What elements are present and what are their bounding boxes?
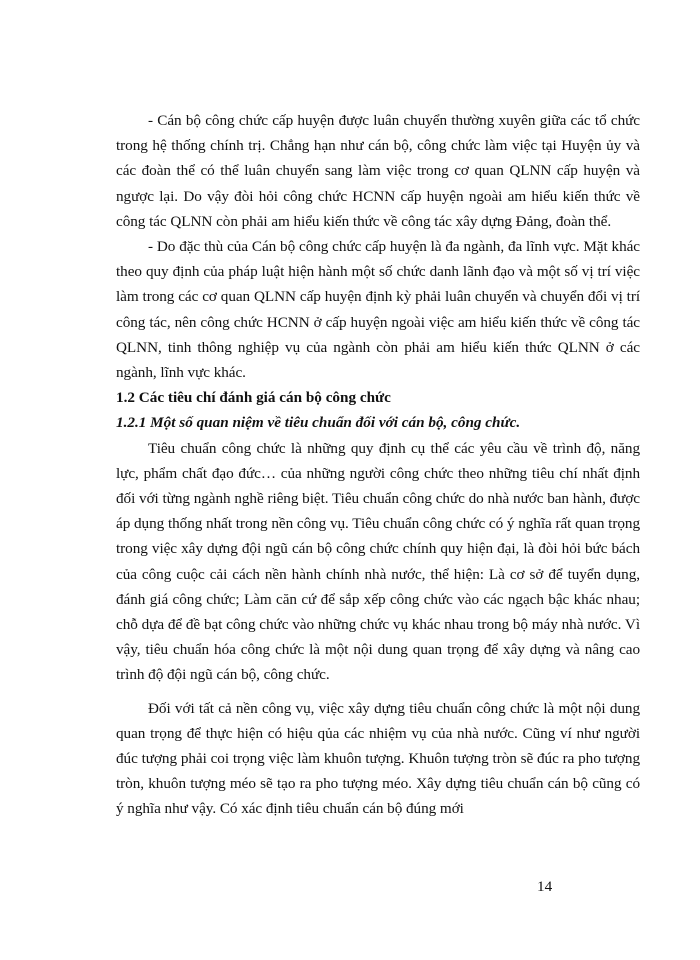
paragraph-public-service-standards: Đối với tất cả nền công vụ, việc xây dựng tiêu chuẩn công chức là một nội dung quan trọng để thực hiện có hiệu qủa các nhiệm vụ của nhà nước. Cũng ví như người đúc tượng phải coi trọng việc làm khuôn tượng. Khuôn tượng tròn sẽ đúc ra pho tượng tròn, khuôn tượng méo sẽ tạo ra pho tượng méo. Xây dựng tiêu chuẩn cán bộ cũng có ý nghĩa như vậy. Có xác định tiêu chuẩn cán bộ đúng mới xyxy=(116,699,640,818)
subsection-heading: 1.2.1 Một số quan niệm về tiêu chuẩn đối với cán bộ, công chức. xyxy=(116,414,521,432)
paragraph-civil-servant-standards: Tiêu chuẩn công chức là những quy định cụ thể các yêu cầu về trình độ, năng lực, phẩm chất đạo đức… của những người công chức theo những tiêu chí nhất định đối với từng ngành nghề riêng biệt. Tiêu chuẩn công chức do nhà nước ban hành, được áp dụng thống nhất trong nền công vụ. Tiêu chuẩn công chức có ý nghĩa rất quan trọng trong việc xây dựng đội ngũ cán bộ công chức chính quy hiện đại, là đòi hỏi bức bách của công cuộc cải cách nền hành chính nhà nước, thể hiện: Là cơ sở để tuyển dụng, đánh giá công chức; Làm căn cứ để sắp xếp công chức vào các ngạch bậc khác nhau; chỗ dựa để đề bạt công chức vào những chức vụ khác nhau trong bộ máy nhà nước. Vì vậy, tiêu chuẩn hóa công chức là một nội dung quan trọng để xây dựng và nâng cao trình độ đội ngũ cán bộ, công chức. xyxy=(116,439,640,684)
page-number: 14 xyxy=(537,878,553,895)
paragraph-rotation-political-system: - Cán bộ công chức cấp huyện được luân chuyển thường xuyên giữa các tổ chức trong hệ thống chính trị. Chẳng hạn như cán bộ, công chức làm việc tại Huyện ủy và các đoàn thể có thể luân chuyển sang làm việc trong cơ quan QLNN cấp huyện và ngược lại. Do vậy đòi hỏi công chức HCNN cấp huyện ngoài am hiểu kiến thức về công tác QLNN còn phải am hiểu kiến thức về công tác xây dựng Đảng, đoàn thể. xyxy=(116,112,640,230)
paragraph-multi-sector-specifics: - Do đặc thù của Cán bộ công chức cấp huyện là đa ngành, đa lĩnh vực. Mặt khác theo quy định của pháp luật hiện hành một số chức danh lãnh đạo và một số vị trí việc làm trong các cơ quan QLNN cấp huyện định kỳ phải luân chuyển và chuyển đổi vị trí công tác, nên công chức HCNN ở cấp huyện ngoài việc am hiểu kiến thức về công tác QLNN, tinh thông nghiệp vụ của ngành còn phải am hiểu kiến thức QLNN ở các ngành, lĩnh vực khác. xyxy=(116,238,640,382)
paragraph-gap xyxy=(116,688,640,696)
document-page xyxy=(116,108,640,822)
section-heading: 1.2 Các tiêu chí đánh giá cán bộ công chức xyxy=(116,389,391,407)
